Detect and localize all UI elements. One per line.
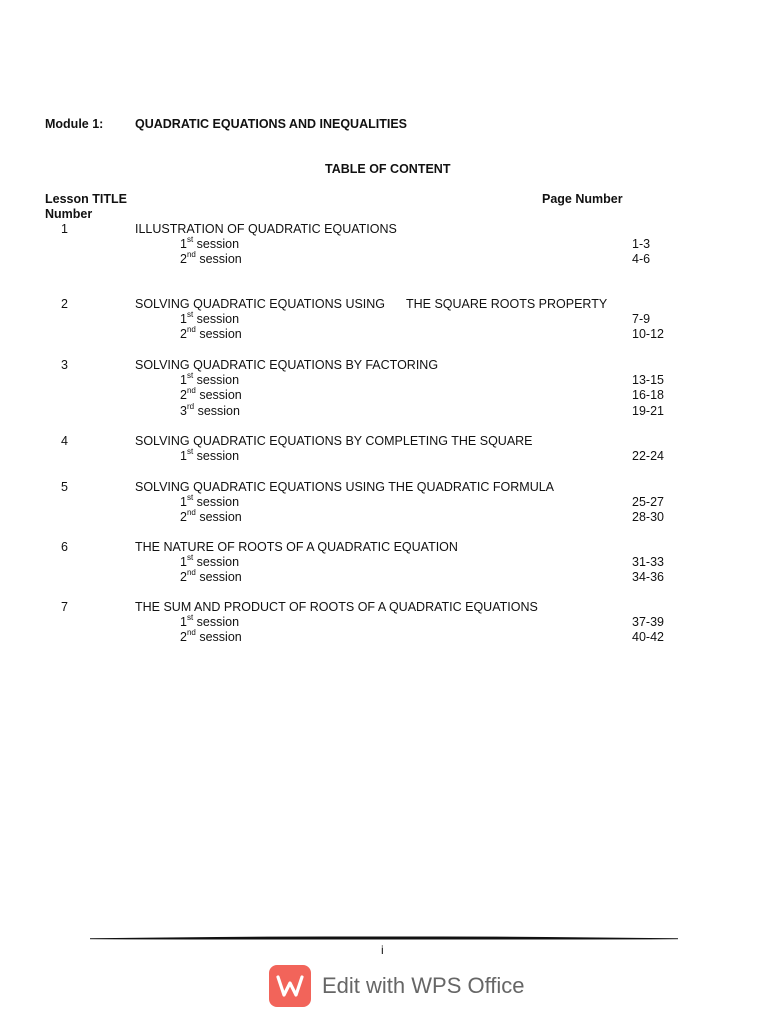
session-ordinal-suffix: st bbox=[186, 612, 194, 622]
lesson-title: THE SUM AND PRODUCT OF ROOTS OF A QUADRATIC EQUATIONS bbox=[135, 600, 538, 614]
session-ordinal: 2 bbox=[180, 630, 187, 644]
session-label: session bbox=[199, 570, 242, 584]
session-pages: 4-6 bbox=[632, 252, 651, 266]
session-ordinal: 2 bbox=[180, 388, 187, 402]
session-ordinal: 2 bbox=[180, 327, 187, 341]
session-pages: 34-36 bbox=[632, 570, 664, 584]
session-ordinal: 1 bbox=[180, 495, 187, 509]
session-pages: 13-15 bbox=[632, 373, 664, 387]
session-entry bbox=[180, 401, 240, 419]
toc-title: TABLE OF CONTENT bbox=[325, 162, 451, 176]
session-entry bbox=[180, 324, 242, 342]
session-label: session bbox=[199, 327, 242, 341]
session-ordinal-suffix: nd bbox=[186, 385, 196, 395]
lesson-number: 3 bbox=[61, 358, 68, 372]
module-label: Module 1: bbox=[45, 117, 104, 131]
session-entry bbox=[180, 507, 242, 525]
session-label: session bbox=[196, 495, 240, 509]
session-pages: 40-42 bbox=[632, 630, 664, 644]
session-pages: 10-12 bbox=[632, 327, 664, 341]
lesson-number: 4 bbox=[61, 434, 68, 448]
session-label: session bbox=[196, 312, 240, 326]
lesson-title: SOLVING QUADRATIC EQUATIONS USING bbox=[135, 297, 386, 311]
page-numeral: i bbox=[381, 943, 384, 957]
session-ordinal-suffix: rd bbox=[186, 401, 195, 411]
session-ordinal-suffix: nd bbox=[186, 324, 196, 334]
session-entry bbox=[180, 249, 242, 267]
session-ordinal-suffix: nd bbox=[186, 507, 196, 517]
session-pages: 7-9 bbox=[632, 312, 651, 326]
session-ordinal-suffix: st bbox=[186, 370, 194, 380]
session-entry bbox=[180, 385, 242, 403]
session-label: session bbox=[196, 555, 240, 569]
session-pages: 28-30 bbox=[632, 510, 664, 524]
lesson-number: 6 bbox=[61, 540, 68, 554]
session-pages: 25-27 bbox=[632, 495, 664, 509]
session-ordinal: 1 bbox=[180, 449, 187, 463]
column-header-lesson-title: Lesson TITLE bbox=[45, 192, 127, 206]
session-ordinal-suffix: st bbox=[186, 446, 194, 456]
session-label: session bbox=[196, 373, 240, 387]
session-ordinal: 1 bbox=[180, 312, 187, 326]
session-label: session bbox=[199, 510, 242, 524]
session-ordinal-suffix: nd bbox=[186, 627, 196, 637]
session-ordinal: 2 bbox=[180, 252, 187, 266]
lesson-title: ILLUSTRATION OF QUADRATIC EQUATIONS bbox=[135, 222, 397, 236]
lesson-title-continuation: THE SQUARE ROOTS PROPERTY bbox=[406, 297, 608, 311]
session-pages: 31-33 bbox=[632, 555, 664, 569]
session-ordinal-suffix: st bbox=[186, 552, 194, 562]
session-ordinal-suffix: st bbox=[186, 309, 194, 319]
session-pages: 1-3 bbox=[632, 237, 651, 251]
column-header-number: Number bbox=[45, 207, 93, 221]
session-ordinal: 1 bbox=[180, 615, 187, 629]
wps-w-icon bbox=[269, 965, 311, 1007]
lesson-title: SOLVING QUADRATIC EQUATIONS BY FACTORING bbox=[135, 358, 439, 372]
session-ordinal: 2 bbox=[180, 510, 187, 524]
column-header-page-number: Page Number bbox=[542, 192, 623, 206]
session-entry bbox=[180, 627, 242, 645]
module-title: QUADRATIC EQUATIONS AND INEQUALITIES bbox=[135, 117, 407, 131]
session-label: session bbox=[199, 630, 242, 644]
session-pages: 16-18 bbox=[632, 388, 664, 402]
session-ordinal-suffix: st bbox=[186, 492, 194, 502]
session-label: session bbox=[199, 252, 242, 266]
session-ordinal: 3 bbox=[180, 404, 187, 418]
session-label: session bbox=[196, 237, 240, 251]
session-ordinal: 1 bbox=[180, 237, 187, 251]
session-pages: 19-21 bbox=[632, 404, 664, 418]
session-pages: 22-24 bbox=[632, 449, 664, 463]
lesson-number: 5 bbox=[61, 480, 68, 494]
session-label: session bbox=[197, 404, 240, 418]
footer-rule bbox=[90, 936, 678, 941]
session-ordinal: 1 bbox=[180, 555, 187, 569]
session-ordinal-suffix: nd bbox=[186, 567, 196, 577]
lesson-title: SOLVING QUADRATIC EQUATIONS BY COMPLETING THE SQUARE bbox=[135, 434, 533, 448]
session-ordinal-suffix: st bbox=[186, 234, 194, 244]
lesson-title: THE NATURE OF ROOTS OF A QUADRATIC EQUATION bbox=[135, 540, 458, 554]
session-ordinal-suffix: nd bbox=[186, 249, 196, 259]
session-entry bbox=[180, 446, 240, 464]
session-entry bbox=[180, 567, 242, 585]
session-label: session bbox=[196, 615, 240, 629]
lesson-number: 7 bbox=[61, 600, 68, 614]
lesson-number: 1 bbox=[61, 222, 68, 236]
session-label: session bbox=[196, 449, 240, 463]
session-ordinal: 1 bbox=[180, 373, 187, 387]
wps-edit-label[interactable]: Edit with WPS Office bbox=[322, 973, 525, 998]
wps-logo-icon[interactable] bbox=[269, 965, 311, 1007]
session-pages: 37-39 bbox=[632, 615, 664, 629]
session-label: session bbox=[199, 388, 242, 402]
session-ordinal: 2 bbox=[180, 570, 187, 584]
lesson-title: SOLVING QUADRATIC EQUATIONS USING THE QUADRATIC FORMULA bbox=[135, 480, 555, 494]
lesson-number: 2 bbox=[61, 297, 68, 311]
